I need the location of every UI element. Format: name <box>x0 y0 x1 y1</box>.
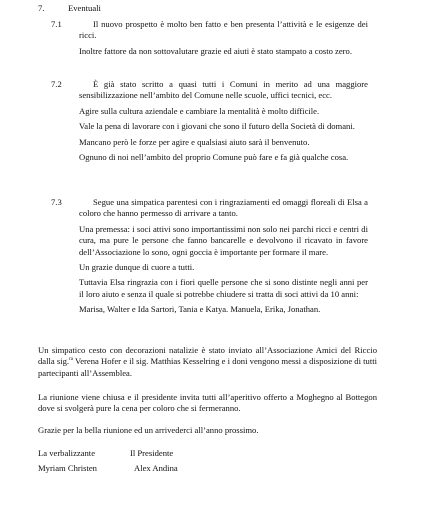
paragraph: Segue una simpatica parentesi con i ringraziamenti ed omaggi floreali di Elsa a coloro che hanno permesso di arrivare a tanto. <box>79 197 368 219</box>
paragraph: Ognuno di noi nell’ambito del proprio Comune può fare e fa già qualche cosa. <box>79 152 349 163</box>
secretary-role: La verbalizzante <box>38 448 96 458</box>
gift-paragraph <box>38 345 377 379</box>
section-title: Eventuali <box>68 3 101 13</box>
paragraph: Agire sulla cultura aziendale e cambiare la mentalità è molto difficile. <box>79 105 320 116</box>
meeting-end-paragraph: La riunione viene chiusa e il presidente invita tutti all’aperitivo offerto a Moghegno al Bottegon dove si svolgerà pure la cena per coloro che si fermeranno. <box>38 392 377 414</box>
president-name: Alex Andina <box>134 463 178 473</box>
subsection-7-1 <box>51 19 368 61</box>
superscript: ra <box>69 357 73 363</box>
paragraph: Il nuovo prospetto è molto ben fatto e ben presenta l’attività e le esigenze dei ricci. <box>79 19 368 41</box>
section-heading <box>38 3 101 14</box>
paragraph: Vale la pena di lavorare con i giovani che sono il futuro della Società di domani. <box>79 121 355 132</box>
subsection-7-2 <box>51 79 368 167</box>
gift-text-start: Un simpatico cesto con decorazioni natalizie è stato inviato all’Associazione Amici del Riccio dalla sig. <box>38 345 377 367</box>
subsection-number: 7.2 <box>51 79 62 89</box>
president-role: Il Presidente <box>130 448 174 458</box>
paragraph: Mancano però le forze per agire e qualsiasi aiuto sarà il benvenuto. <box>79 136 310 147</box>
paragraph: Marisa, Walter e Ida Sartori, Tania e Katya. Manuela, Erika, Jonathan. <box>79 304 321 315</box>
signature-names <box>38 463 178 474</box>
subsection-7-3 <box>51 197 368 320</box>
subsection-number: 7.1 <box>51 19 62 29</box>
signature-roles <box>38 448 173 459</box>
thanks-paragraph: Grazie per la bella riunione ed un arrivederci all’anno prossimo. <box>38 425 259 435</box>
secretary-name: Myriam Christen <box>38 463 97 473</box>
section-number: 7. <box>38 3 45 13</box>
paragraph: È già stato scritto a quasi tutti i Comuni in merito ad una maggiore sensibilizzazione nell’ambito del Comune nelle scuole, uffici tecnici, ecc. <box>79 79 368 101</box>
subsection-number: 7.3 <box>51 197 62 207</box>
gift-text-end: Verena Hofer e il sig. Matthias Kesselring e i doni vengono messi a disposizione di tutti partecipanti all’Assemblea. <box>38 356 378 378</box>
paragraph: Un grazie dunque di cuore a tutti. <box>79 262 195 273</box>
paragraph: Una premessa: i soci attivi sono importantissimi non solo nei parchi ricci e centri di cura, ma pure le persone che fanno bancarelle e devolvono il ricavato in favore dell’Associazione lo sono, ogni goccia è importante per formare il mare. <box>79 223 368 257</box>
paragraph: Inoltre fattore da non sottovalutare grazie ed aiuti è stato stampato a costo zero. <box>79 45 352 56</box>
paragraph: Tuttavia Elsa ringrazia con i fiori quelle persone che si sono distinte negli anni per il loro aiuto e senza il quale si potrebbe chiudere si tratta di soci attivi da 10 anni: <box>79 277 368 299</box>
